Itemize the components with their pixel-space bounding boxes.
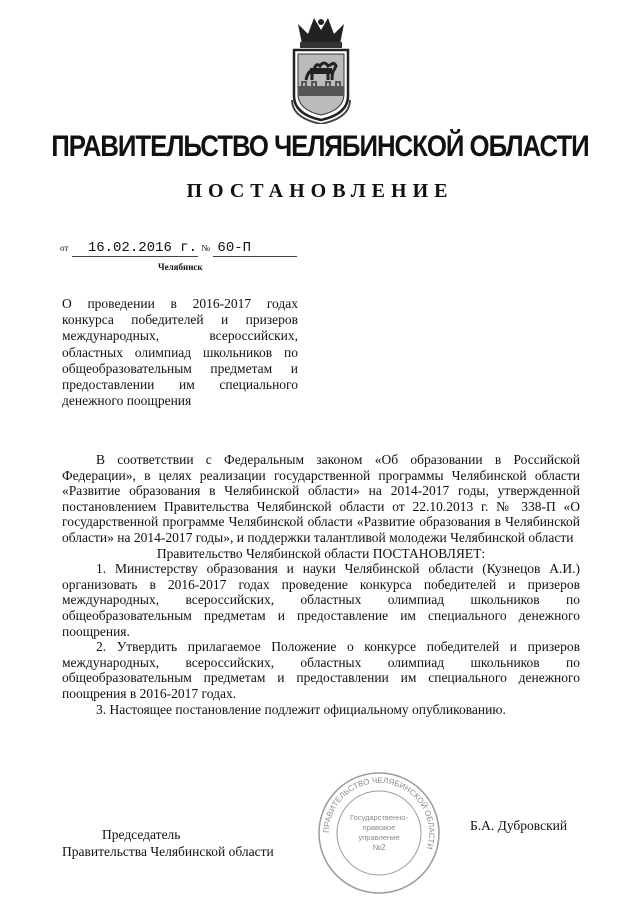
- from-label: от: [60, 243, 69, 253]
- position-line-2: Правительства Челябинской области: [62, 844, 274, 859]
- decree-line: Правительство Челябинской области ПОСТАНОВЛЯЕТ:: [156, 545, 486, 561]
- document-number: 60-П: [217, 240, 252, 256]
- preamble-paragraph: В соответствии с Федеральным законом «Об образовании в Российской Федерации», в целях реализации государственной программы Челябинской области «Развитие образования в Челябинской области» на 2014-2017 годы, утвержденной постановлением Правительства Челябинской области от 22.10.2013 г. № 338-П «О государственной программе Челябинской области «Развитие образования в Челябинской области» на 2014-2017 годы», и поддержки талантливой молодежи Челябинской области: [62, 452, 580, 545]
- item-1: 1. Министерству образования и науки Челябинской области (Кузнецов А.И.) организовать в 2016-2017 годах проведение конкурса победителей и призеров международных, всероссийских, областных олимпиад школьников по общеобразовательным предметам и предоставление им специального денежного поощрения.: [62, 561, 580, 639]
- city-label: Челябинск: [158, 262, 203, 272]
- signature-position: [62, 826, 274, 860]
- seal-line-1: Государственно-: [350, 813, 408, 822]
- seal-line-4: №2: [372, 843, 386, 852]
- document-date: 16.02.2016 г.: [87, 240, 198, 256]
- seal-ring-text: ПРАВИТЕЛЬСТВО ЧЕЛЯБИНСКОЙ ОБЛАСТИ: [321, 775, 437, 851]
- item-2: 2. Утвердить прилагаемое Положение о конкурсе победителей и призеров международных, всероссийских, областных олимпиад школьников по общеобразовательным предметам и предоставлении им специального денежного поощрения в 2016-2017 годах.: [62, 639, 580, 701]
- document-body: [62, 452, 580, 717]
- item-3: 3. Настоящее постановление подлежит официальному опубликованию.: [96, 701, 506, 717]
- coat-of-arms-icon: [288, 14, 354, 124]
- signatory-name: Б.А. Дубровский: [470, 818, 568, 833]
- document-subject: О проведении в 2016-2017 годах конкурса победителей и призеров международных, всероссийских, областных олимпиад школьников по общеобразовательным предметам и предоставлении им специального денежного поощрения: [62, 296, 298, 409]
- official-seal-icon: [316, 770, 442, 896]
- seal-line-3: управление: [358, 833, 400, 842]
- number-label: №: [201, 243, 210, 253]
- government-title: ПРАВИТЕЛЬСТВО ЧЕЛЯБИНСКОЙ ОБЛАСТИ: [51, 130, 589, 163]
- seal-line-2: правовое: [362, 823, 396, 832]
- document-type: ПОСТАНОВЛЕНИЕ: [186, 180, 454, 202]
- position-line-1: Председатель: [102, 827, 181, 842]
- date-number-line: [60, 240, 297, 257]
